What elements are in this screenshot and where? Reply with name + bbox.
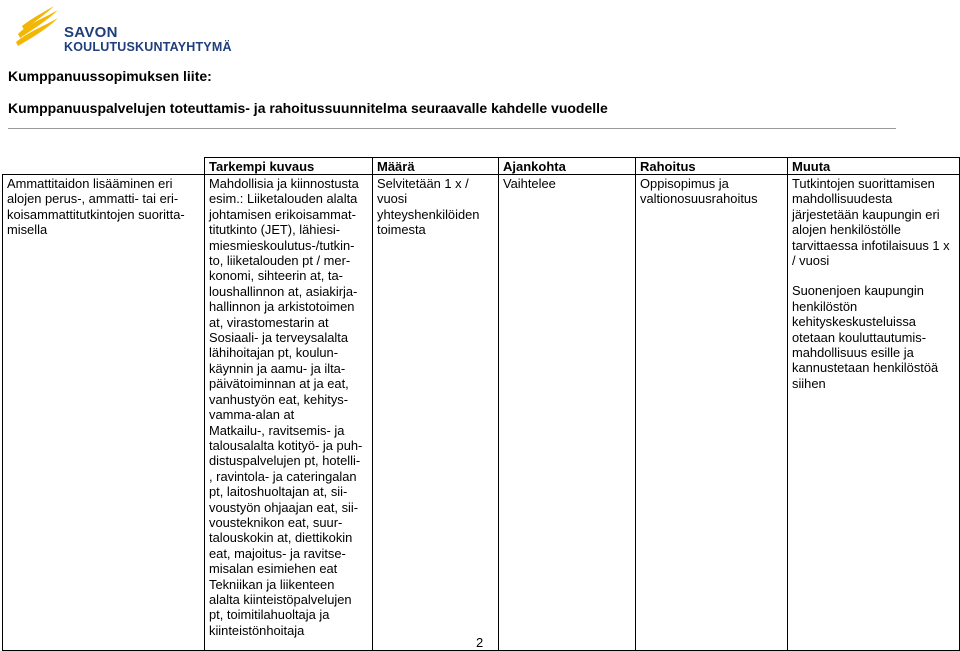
- cell-text-line: johtamisen erikoisammat-: [209, 206, 356, 222]
- cell-funding: [636, 175, 788, 651]
- cell-text-line: päivätoiminnan at ja eat,: [209, 376, 349, 392]
- logo-text-line2: KOULUTUSKUNTAYHTYMÄ: [64, 40, 232, 54]
- cell-text-line: Tekniikan ja liikenteen: [209, 576, 335, 592]
- cell-text-line: hallinnon ja arkistotoimen: [209, 299, 355, 315]
- cell-text-line: voustyön ohjaajan eat, sii-: [209, 499, 359, 515]
- cell-text-line: titutkinto (JET), lähiesi-: [209, 222, 341, 238]
- cell-text-line: misalan esimiehen eat: [209, 561, 338, 577]
- cell-text-line: Selvitetään 1 x /: [377, 176, 469, 191]
- cell-topic: [3, 175, 205, 651]
- cell-text-line: vousteknikon eat, suur-: [209, 514, 343, 530]
- cell-text-line: otetaan kouluttautumis-: [792, 329, 926, 345]
- cell-text-line: misella: [7, 222, 48, 238]
- cell-text-line: alojen henkilöstölle: [792, 222, 901, 238]
- cell-amount: [373, 175, 499, 651]
- header-cell-timing: Ajankohta: [499, 158, 636, 175]
- cell-text-line: to, liiketalouden pt / mer-: [209, 253, 351, 269]
- cell-text-line: kehityskeskusteluissa: [792, 314, 916, 330]
- cell-text-line: miesmieskoulutus-/tutkin-: [209, 237, 355, 253]
- logo: [14, 4, 232, 54]
- cell-text-line: alojen perus-, ammatti- tai eri-: [7, 191, 179, 207]
- header-cell-description: Tarkempi kuvaus: [205, 158, 373, 175]
- cell-text-line: Oppisopimus ja: [640, 176, 729, 191]
- header-cell-other: Muuta: [788, 158, 960, 175]
- cell-text-line: koisammattitutkintojen suoritta-: [7, 206, 185, 222]
- cell-text-line: siihen: [792, 375, 826, 391]
- cell-text-line: talouskokin at, diettikokin: [209, 530, 353, 546]
- cell-text-line: pt, laitoshuoltajan at, sii-: [209, 484, 348, 500]
- header-cell-amount: Määrä: [373, 158, 499, 175]
- paragraph-gap: [792, 268, 955, 283]
- cell-text-line: loushallinnon at, asiakirja-: [209, 283, 358, 299]
- cell-text-line: kannustetaan henkilöstöä: [792, 360, 939, 376]
- header-cell-empty: [3, 158, 205, 175]
- cell-text-line: pt, toimitilahuoltaja ja: [209, 607, 330, 623]
- page-number: 2: [476, 635, 484, 650]
- cell-text-line: kiinteistönhoitaja: [209, 622, 305, 638]
- table-header-row: [3, 158, 960, 175]
- cell-text-line: distuspalvelujen pt, hotelli-: [209, 453, 361, 469]
- cell-text-line: lähihoitajan pt, koulun-: [209, 345, 338, 361]
- cell-text-line: Suonenjoen kaupungin: [792, 283, 924, 299]
- cell-text-line: valtionosuusrahoitus: [640, 191, 758, 207]
- cell-text-line: Mahdollisia ja kiinnostusta: [209, 176, 359, 191]
- cell-text-line: järjestetään kaupungin eri: [792, 206, 940, 222]
- cell-text-line: vanhustyön eat, kehitys-: [209, 391, 349, 407]
- cell-text-line: toimesta: [377, 222, 426, 238]
- plan-table: [2, 157, 960, 651]
- logo-mark-icon: [14, 4, 62, 50]
- cell-text-line: Sosiaali- ja terveysalalta: [209, 330, 348, 346]
- cell-text-line: mahdollisuus esille ja: [792, 345, 914, 361]
- cell-other: [788, 175, 960, 651]
- horizontal-divider: [8, 128, 896, 129]
- cell-text-line: tarvittaessa infotilaisuus 1 x: [792, 237, 950, 253]
- cell-text-line: talousalalta kotityö- ja puh-: [209, 437, 363, 453]
- cell-text-line: vuosi: [377, 191, 408, 207]
- document-heading: Kumppanuussopimuksen liite:: [8, 68, 212, 84]
- cell-text-line: alalta kiinteistöpalvelujen: [209, 591, 352, 607]
- table-row: [3, 175, 960, 651]
- cell-description: [205, 175, 373, 651]
- cell-text-line: käynnin ja aamu- ja ilta-: [209, 360, 346, 376]
- cell-timing: [499, 175, 636, 651]
- cell-text-line: mahdollisuudesta: [792, 191, 893, 207]
- cell-text-line: eat, majoitus- ja ravitse-: [209, 545, 346, 561]
- cell-text-line: at, virastomestarin at: [209, 314, 329, 330]
- cell-text-line: vamma-alan at: [209, 407, 295, 423]
- cell-text-line: esim.: Liiketalouden alalta: [209, 191, 358, 207]
- cell-text-line: Matkailu-, ravitsemis- ja: [209, 422, 345, 438]
- cell-text-line: yhteyshenkilöiden: [377, 206, 480, 222]
- cell-text-line: / vuosi: [792, 253, 830, 269]
- cell-text-line: Vaihtelee: [503, 176, 556, 191]
- cell-text-line: Tutkintojen suorittamisen: [792, 176, 935, 191]
- cell-text-line: konomi, sihteerin at, ta-: [209, 268, 343, 284]
- cell-text-line: henkilöstön: [792, 298, 858, 314]
- cell-text-line: , ravintola- ja cateringalan: [209, 468, 357, 484]
- header-cell-funding: Rahoitus: [636, 158, 788, 175]
- logo-text-line1: SAVON: [64, 24, 118, 41]
- cell-text-line: Ammattitaidon lisääminen eri: [7, 176, 173, 191]
- document-subheading: Kumppanuuspalvelujen toteuttamis- ja rahoitussuunnitelma seuraavalle kahdelle vuodelle: [8, 100, 608, 116]
